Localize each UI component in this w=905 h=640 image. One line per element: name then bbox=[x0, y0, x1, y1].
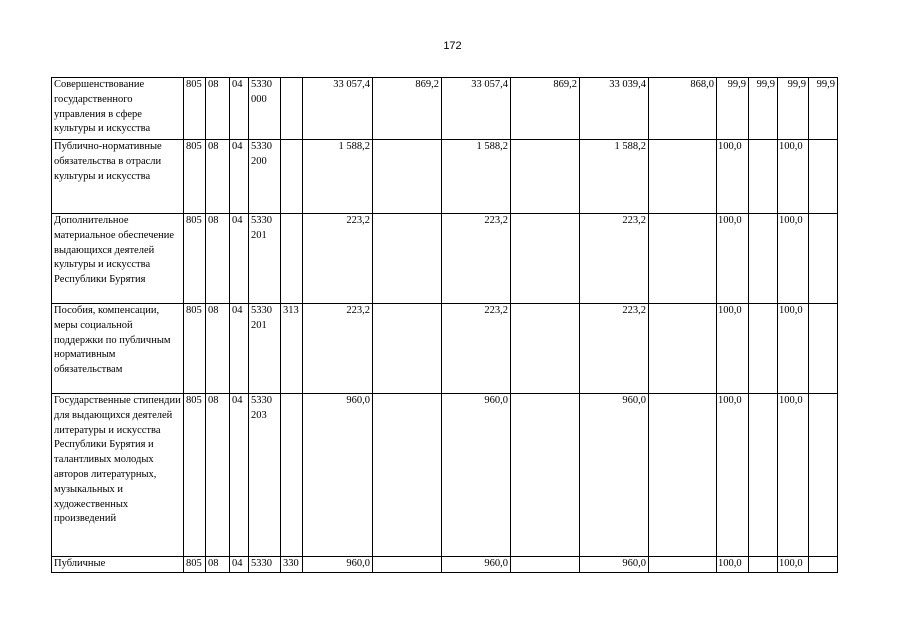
page-number: 172 bbox=[443, 40, 462, 52]
percent-1-cell: 100,0 bbox=[717, 140, 749, 214]
target-article-cell: 5330 bbox=[249, 557, 281, 573]
target-article-cell: 5330 000 bbox=[249, 78, 281, 140]
row-name-cell: Государственные стипендии для выдающихся деятелей литературы и искусства Республики Бурятия и талантливых молодых авторов литературных, музыкальных и художественных произведений bbox=[52, 394, 184, 557]
ved-code-cell: 805 bbox=[184, 140, 206, 214]
executed-subvention-cell: 868,0 bbox=[649, 78, 717, 140]
table-row bbox=[52, 557, 838, 573]
executed-total-cell: 223,2 bbox=[580, 304, 649, 394]
table-row bbox=[52, 214, 838, 304]
percent-1-cell: 100,0 bbox=[717, 304, 749, 394]
ved-code-cell: 805 bbox=[184, 394, 206, 557]
target-article-cell: 5330 201 bbox=[249, 304, 281, 394]
percent-4-cell bbox=[809, 214, 838, 304]
approved-subvention-cell bbox=[373, 304, 442, 394]
subsection-code-cell: 04 bbox=[230, 394, 249, 557]
row-name-cell: Публичные bbox=[52, 557, 184, 573]
percent-1-cell: 100,0 bbox=[717, 214, 749, 304]
approved-subvention-cell bbox=[373, 214, 442, 304]
executed-total-cell: 223,2 bbox=[580, 214, 649, 304]
subsection-code-cell: 04 bbox=[230, 214, 249, 304]
percent-1-cell: 100,0 bbox=[717, 557, 749, 573]
approved-total-cell: 223,2 bbox=[303, 214, 373, 304]
target-article-cell: 5330 203 bbox=[249, 394, 281, 557]
row-name-cell: Пособия, компенсации, меры социальной поддержки по публичным нормативным обязательствам bbox=[52, 304, 184, 394]
ved-code-cell: 805 bbox=[184, 214, 206, 304]
percent-2-cell bbox=[749, 394, 778, 557]
approved-subvention-cell bbox=[373, 140, 442, 214]
subsection-code-cell: 04 bbox=[230, 78, 249, 140]
table-row bbox=[52, 304, 838, 394]
executed-subvention-cell bbox=[649, 140, 717, 214]
percent-4-cell bbox=[809, 557, 838, 573]
percent-4-cell bbox=[809, 304, 838, 394]
executed-total-cell: 960,0 bbox=[580, 557, 649, 573]
percent-2-cell bbox=[749, 214, 778, 304]
percent-4-cell: 99,9 bbox=[809, 78, 838, 140]
executed-subvention-cell bbox=[649, 214, 717, 304]
planned-subvention-cell bbox=[511, 140, 580, 214]
expense-type-cell bbox=[281, 78, 303, 140]
table-body bbox=[52, 78, 838, 573]
subsection-code-cell: 04 bbox=[230, 304, 249, 394]
executed-subvention-cell bbox=[649, 304, 717, 394]
executed-subvention-cell bbox=[649, 394, 717, 557]
approved-subvention-cell bbox=[373, 394, 442, 557]
row-name-cell: Публично-нормативные обязательства в отрасли культуры и искусства bbox=[52, 140, 184, 214]
planned-subvention-cell bbox=[511, 304, 580, 394]
subsection-code-cell: 04 bbox=[230, 140, 249, 214]
planned-total-cell: 1 588,2 bbox=[442, 140, 511, 214]
section-code-cell: 08 bbox=[206, 304, 230, 394]
section-code-cell: 08 bbox=[206, 214, 230, 304]
percent-3-cell: 100,0 bbox=[778, 394, 809, 557]
percent-4-cell bbox=[809, 394, 838, 557]
planned-subvention-cell: 869,2 bbox=[511, 78, 580, 140]
percent-2-cell: 99,9 bbox=[749, 78, 778, 140]
target-article-cell: 5330 201 bbox=[249, 214, 281, 304]
percent-1-cell: 100,0 bbox=[717, 394, 749, 557]
percent-4-cell bbox=[809, 140, 838, 214]
approved-subvention-cell bbox=[373, 557, 442, 573]
percent-1-cell: 99,9 bbox=[717, 78, 749, 140]
planned-total-cell: 960,0 bbox=[442, 557, 511, 573]
approved-total-cell: 960,0 bbox=[303, 557, 373, 573]
approved-total-cell: 1 588,2 bbox=[303, 140, 373, 214]
table-row bbox=[52, 394, 838, 557]
percent-2-cell bbox=[749, 557, 778, 573]
expense-type-cell bbox=[281, 214, 303, 304]
executed-total-cell: 1 588,2 bbox=[580, 140, 649, 214]
expense-type-cell: 330 bbox=[281, 557, 303, 573]
percent-3-cell: 100,0 bbox=[778, 304, 809, 394]
section-code-cell: 08 bbox=[206, 557, 230, 573]
row-name-cell: Совершенствование государственного управления в сфере культуры и искусства bbox=[52, 78, 184, 140]
percent-3-cell: 99,9 bbox=[778, 78, 809, 140]
target-article-cell: 5330 200 bbox=[249, 140, 281, 214]
expense-type-cell: 313 bbox=[281, 304, 303, 394]
section-code-cell: 08 bbox=[206, 394, 230, 557]
planned-total-cell: 223,2 bbox=[442, 304, 511, 394]
approved-subvention-cell: 869,2 bbox=[373, 78, 442, 140]
ved-code-cell: 805 bbox=[184, 78, 206, 140]
row-name-cell: Дополнительное материальное обеспечение выдающихся деятелей культуры и искусства Республики Бурятия bbox=[52, 214, 184, 304]
planned-subvention-cell bbox=[511, 557, 580, 573]
section-code-cell: 08 bbox=[206, 78, 230, 140]
expense-type-cell bbox=[281, 394, 303, 557]
planned-subvention-cell bbox=[511, 214, 580, 304]
executed-subvention-cell bbox=[649, 557, 717, 573]
expense-type-cell bbox=[281, 140, 303, 214]
subsection-code-cell: 04 bbox=[230, 557, 249, 573]
planned-total-cell: 223,2 bbox=[442, 214, 511, 304]
percent-2-cell bbox=[749, 304, 778, 394]
table-row bbox=[52, 78, 838, 140]
percent-3-cell: 100,0 bbox=[778, 140, 809, 214]
planned-total-cell: 960,0 bbox=[442, 394, 511, 557]
ved-code-cell: 805 bbox=[184, 304, 206, 394]
executed-total-cell: 960,0 bbox=[580, 394, 649, 557]
budget-table bbox=[51, 77, 838, 573]
approved-total-cell: 960,0 bbox=[303, 394, 373, 557]
percent-2-cell bbox=[749, 140, 778, 214]
planned-total-cell: 33 057,4 bbox=[442, 78, 511, 140]
section-code-cell: 08 bbox=[206, 140, 230, 214]
planned-subvention-cell bbox=[511, 394, 580, 557]
percent-3-cell: 100,0 bbox=[778, 214, 809, 304]
approved-total-cell: 223,2 bbox=[303, 304, 373, 394]
ved-code-cell: 805 bbox=[184, 557, 206, 573]
table-row bbox=[52, 140, 838, 214]
percent-3-cell: 100,0 bbox=[778, 557, 809, 573]
executed-total-cell: 33 039,4 bbox=[580, 78, 649, 140]
approved-total-cell: 33 057,4 bbox=[303, 78, 373, 140]
